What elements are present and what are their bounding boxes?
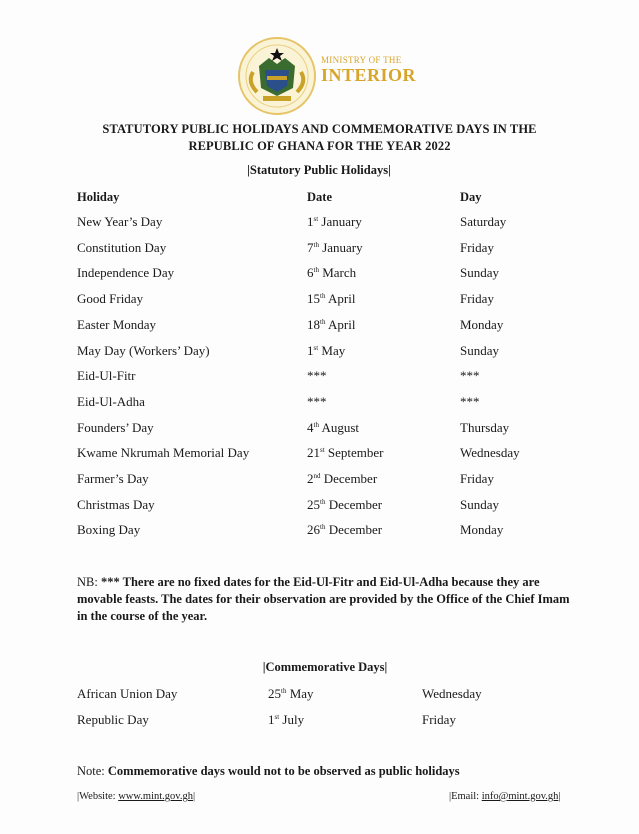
logo-wordmark [321,56,416,84]
commemorative-name: African Union Day [77,686,178,701]
table-row [0,343,639,363]
email-link[interactable]: info@mint.gov.gh [481,791,559,802]
date-month: January [318,240,363,255]
date-number: 1 [268,712,275,727]
table-row [0,420,639,440]
nb-text: *** There are no fixed dates for the Eid-Ul-Fitr and Eid-Ul-Adha because they are movable feasts. The dates for their observation are provided by the Office of the Chief Imam in the course of the year. [77,575,570,623]
date-number: 6 [307,265,314,280]
holiday-weekday: Monday [460,522,504,537]
table-row [0,522,639,542]
date-number: 21 [307,445,320,460]
title-line-2: REPUBLIC OF GHANA FOR THE YEAR 2022 [188,139,451,153]
holiday-date [307,240,363,256]
commemorative-date [268,712,304,728]
footer-website [77,791,195,802]
date-suffix: st [320,446,325,454]
table-row [0,214,639,234]
table-row [0,471,639,491]
holiday-date [307,445,384,461]
holiday-date [307,317,355,333]
date-number: 1 [307,343,314,358]
date-suffix: th [320,498,326,506]
holiday-name: Kwame Nkrumah Memorial Day [77,445,250,460]
logo-line-2: INTERIOR [321,65,417,85]
date-number: 25 [307,497,320,512]
table-row [0,240,639,260]
holiday-name: Eid-Ul-Fitr [77,368,136,383]
nb-prefix: NB: [77,575,101,589]
holiday-weekday: *** [460,394,480,409]
title-line-1: STATUTORY PUBLIC HOLIDAYS AND COMMEMORATIVE DAYS IN THE [102,122,537,136]
date-number: 25 [268,686,281,701]
website-prefix: |Website: [77,791,119,802]
holiday-date [307,343,345,359]
table-row [0,394,639,414]
date-month: April [325,317,356,332]
holiday-date [307,394,327,410]
date-suffix: st [313,215,319,223]
footer-email [449,791,561,802]
holiday-name: Boxing Day [77,522,141,537]
holiday-weekday: Thursday [460,420,510,435]
date-number: 2 [307,471,314,486]
date-month: May [318,343,346,358]
holiday-weekday: Saturday [460,214,507,229]
date-month: December [325,497,383,512]
holiday-name: May Day (Workers’ Day) [77,343,210,358]
holiday-date [307,471,377,487]
holiday-name: Farmer’s Day [77,471,149,486]
holiday-name: Founders’ Day [77,420,154,435]
holiday-weekday: Friday [460,291,494,306]
date-month: September [324,445,384,460]
commemorative-name: Republic Day [77,712,149,727]
table-row [0,368,639,388]
date-number: *** [307,394,327,409]
column-header-holiday: Holiday [77,190,120,204]
commemorative-heading: |Commemorative Days| [262,660,388,674]
list-item [0,712,639,732]
date-number: *** [307,368,327,383]
note-prefix: Note: [77,764,108,778]
holiday-name: Easter Monday [77,317,157,332]
note-text: Commemorative days would not to be observed as public holidays [107,764,460,778]
ministry-logo [237,36,417,116]
nb-note [77,574,577,625]
holiday-name: New Year’s Day [77,214,163,229]
date-month: April [325,291,356,306]
date-suffix: th [313,421,319,429]
table-row [0,445,639,465]
date-month: August [318,420,360,435]
date-number: 1 [307,214,314,229]
list-item [0,686,639,706]
table-row [0,291,639,311]
date-month: May [286,686,314,701]
holiday-name: Christmas Day [77,497,155,512]
website-link[interactable]: www.mint.gov.gh [118,791,193,802]
holiday-date [307,522,382,538]
date-number: 18 [307,317,320,332]
commemorative-note [77,764,460,779]
column-header-day: Day [460,190,482,204]
document-title [60,121,579,155]
date-suffix: th [320,523,326,531]
date-month: July [279,712,305,727]
holiday-date [307,420,359,436]
holiday-name: Constitution Day [77,240,167,255]
table-row [0,265,639,285]
date-number: 15 [307,291,320,306]
date-month: December [325,522,383,537]
date-month: December [320,471,378,486]
holiday-weekday: Friday [460,240,494,255]
commemorative-weekday: Wednesday [422,686,482,701]
holiday-date [307,214,362,230]
holiday-weekday: Wednesday [460,445,520,460]
holiday-name: Good Friday [77,291,144,306]
date-suffix: st [313,344,319,352]
logo-line-1: MINISTRY OF THE [321,55,402,65]
date-suffix: nd [313,472,321,480]
date-suffix: st [274,713,280,721]
table-row [0,317,639,337]
column-header-date: Date [307,190,332,204]
holiday-date [307,497,382,513]
holiday-date [307,265,356,281]
date-number: 26 [307,522,320,537]
email-suffix: | [558,791,561,802]
coat-of-arms-icon [237,36,317,116]
date-suffix: th [313,241,319,249]
website-suffix: | [192,791,196,802]
date-suffix: th [313,266,319,274]
holiday-weekday: Monday [460,317,504,332]
holiday-weekday: Friday [460,471,494,486]
statutory-heading: |Statutory Public Holidays| [247,163,391,177]
email-prefix: |Email: [449,791,482,802]
holiday-weekday: Sunday [460,343,499,358]
date-number: 7 [307,240,314,255]
holiday-name: Eid-Ul-Adha [77,394,145,409]
holiday-weekday: Sunday [460,497,499,512]
table-row [0,497,639,517]
holiday-weekday: *** [460,368,480,383]
holiday-date [307,368,327,384]
date-number: 4 [307,420,314,435]
date-suffix: th [320,292,326,300]
date-month: March [318,265,357,280]
holiday-weekday: Sunday [460,265,499,280]
commemorative-weekday: Friday [422,712,456,727]
date-suffix: th [320,318,326,326]
date-month: January [318,214,362,229]
holiday-name: Independence Day [77,265,175,280]
table-header-row [0,190,639,210]
date-suffix: th [281,687,287,695]
holiday-date [307,291,355,307]
commemorative-date [268,686,314,702]
